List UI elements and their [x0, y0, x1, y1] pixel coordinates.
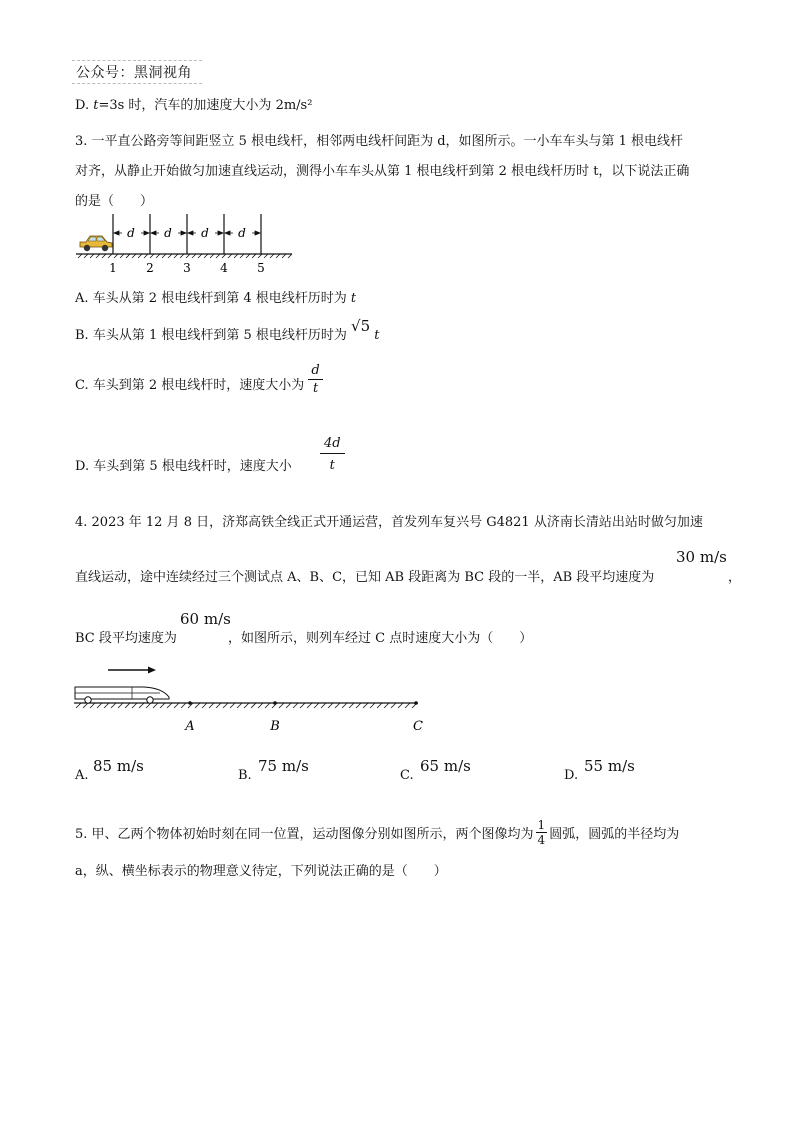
q4-stem-line3b: ，如图所示，则列车经过 C 点时速度大小为（ ） — [228, 631, 533, 646]
q3-stem-line3: 的是（ ） — [75, 194, 154, 209]
point-label-a: A — [185, 719, 195, 734]
test-point-c — [414, 701, 418, 705]
stem-text: 5. 甲、乙两个物体初始时刻在同一位置，运动图像分别如图所示，两个图像均为 — [75, 827, 534, 842]
pole-label: 4 — [220, 261, 228, 275]
test-point-a — [188, 701, 192, 705]
q2-option-d — [75, 94, 312, 113]
q4-stem-line3a: BC 段平均速度为 — [75, 631, 177, 646]
option-text: =3s 时，汽车的加速度大小为 2m/s² — [98, 98, 313, 113]
bc-average-speed: 60 m/s — [180, 610, 231, 628]
option-letter: D. — [75, 98, 94, 113]
pole-label: 2 — [146, 261, 154, 275]
q4-option-c-value: 65 m/s — [420, 757, 471, 775]
comma: ， — [728, 570, 742, 585]
pole-label: 3 — [183, 261, 191, 275]
option-text: A. 车头从第 2 根电线杆到第 4 根电线杆历时为 — [75, 291, 351, 306]
fraction-numerator: 1 — [537, 818, 546, 832]
point-label-c: C — [413, 719, 423, 734]
q3-option-d-text: D. 车头到第 5 根电线杆时，速度大小 — [75, 459, 292, 474]
ab-average-speed: 30 m/s — [676, 548, 727, 566]
fraction-numerator: 4d — [320, 436, 345, 454]
q3-stem-line1: 3. 一平直公路旁等间距竖立 5 根电线杆，相邻两电线杆间距为 d，如图所示。一小车车头与第 1 根电线杆 — [75, 134, 684, 149]
q4-option-d-value: 55 m/s — [584, 757, 635, 775]
car-icon — [80, 236, 112, 251]
fraction-one-quarter — [536, 818, 548, 847]
motion-arrow-icon — [108, 667, 156, 674]
q4-option-c-letter: C. — [400, 768, 414, 783]
fraction-denominator: 4 — [537, 833, 546, 847]
gap-label: d — [164, 226, 172, 240]
q4-train-figure — [72, 660, 432, 738]
q4-stem-line1: 4. 2023 年 12 月 8 日，济郑高铁全线正式开通运营，首发列车复兴号 G4821 从济南长清站出站时做匀加速 — [75, 515, 703, 530]
header-watermark: 公众号：黑洞视角 — [76, 65, 192, 81]
fraction-d-over-t — [308, 363, 322, 396]
pole-label: 1 — [109, 261, 117, 275]
fraction-4d-over-t — [320, 436, 345, 473]
gap-label: d — [238, 226, 246, 240]
q4-option-b-letter: B. — [238, 768, 252, 783]
gap-label: d — [201, 226, 209, 240]
sqrt-five: √5 — [351, 317, 371, 335]
q4-option-b-value: 75 m/s — [258, 757, 309, 775]
q4-stem-line2 — [75, 566, 654, 585]
point-label-b: B — [270, 719, 280, 734]
q3-option-c — [75, 365, 323, 398]
q3-pole-figure — [72, 210, 302, 276]
gap-label: d — [127, 226, 135, 240]
q3-option-b — [75, 317, 380, 343]
q3-stem-line2: 对齐，从静止开始做匀加速直线运动，测得小车车头从第 1 根电线杆到第 2 根电线杆历时 t，以下说法正确 — [75, 164, 690, 179]
q4-option-a-letter: A. — [75, 768, 89, 783]
q4-option-a-value: 85 m/s — [93, 757, 144, 775]
train-icon — [75, 687, 169, 703]
option-text: C. 车头到第 2 根电线杆时，速度大小为 — [75, 378, 309, 393]
q3-option-d-fraction — [320, 436, 345, 473]
q4-option-d-letter: D. — [564, 768, 579, 783]
pole-label: 5 — [257, 261, 265, 275]
q5-stem-line1 — [75, 820, 679, 849]
fraction-denominator: t — [312, 381, 319, 396]
test-point-b — [273, 701, 277, 705]
track-hatching — [76, 703, 417, 708]
stem-text: 直线运动，途中连续经过三个测试点 A、B、C，已知 AB 段距离为 BC 段的一半，AB 段平均速度为 — [75, 570, 655, 585]
fraction-denominator: t — [329, 458, 335, 473]
variable-t: t — [350, 291, 357, 306]
q3-option-a — [75, 287, 356, 306]
road-hatching — [78, 254, 292, 258]
variable-t: t — [374, 328, 380, 343]
option-text: B. 车头从第 1 根电线杆到第 5 根电线杆历时为 — [75, 328, 352, 343]
q5-stem-line2: a，纵、横坐标表示的物理意义待定，下列说法正确的是（ ） — [75, 864, 447, 879]
fraction-numerator: d — [308, 363, 322, 380]
variable-t: t — [93, 98, 99, 113]
stem-text: 圆弧，圆弧的半径均为 — [549, 827, 680, 842]
